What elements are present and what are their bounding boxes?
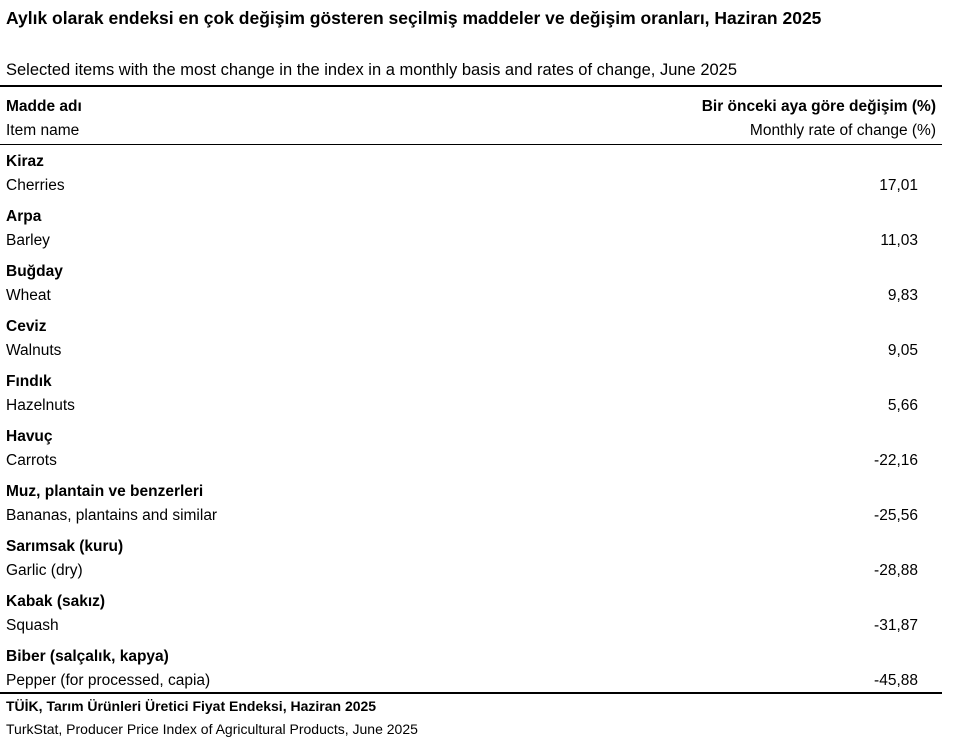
item-name-turkish: Ceviz — [6, 318, 47, 335]
change-value: 11,03 — [880, 232, 918, 249]
table-row — [0, 593, 942, 648]
table-row — [0, 373, 942, 428]
change-value: -22,16 — [874, 452, 918, 469]
change-value: -28,88 — [874, 562, 918, 579]
change-value: -45,88 — [874, 672, 918, 689]
title-turkish: Aylık olarak endeksi en çok değişim gösteren seçilmiş maddeler ve değişim oranları, Haziran 2025 — [6, 8, 822, 28]
change-value: 5,66 — [887, 397, 918, 414]
change-value: -25,56 — [874, 507, 918, 524]
bottom-rule — [0, 692, 942, 694]
item-name-turkish: Biber (salçalık, kapya) — [6, 648, 169, 665]
item-name-english: Walnuts — [6, 342, 62, 359]
header-item-name-turkish: Madde adı — [6, 98, 82, 115]
header-change-english: Monthly rate of change (%) — [749, 122, 936, 139]
change-value: 17,01 — [879, 177, 918, 194]
table-row — [0, 538, 942, 593]
title-english: Selected items with the most change in the index in a monthly basis and rates of change, June 2025 — [6, 61, 738, 79]
item-name-english: Pepper (for processed, capia) — [6, 672, 211, 689]
item-name-turkish: Kiraz — [6, 153, 44, 170]
change-value: 9,05 — [887, 342, 918, 359]
table-body — [0, 153, 942, 689]
item-name-english: Bananas, plantains and similar — [6, 507, 218, 524]
table-row — [0, 263, 942, 318]
top-rule — [0, 85, 942, 87]
header-change-turkish: Bir önceki aya göre değişim (%) — [701, 98, 936, 115]
item-name-turkish: Arpa — [6, 208, 42, 225]
item-name-english: Squash — [6, 617, 59, 634]
item-name-english: Hazelnuts — [6, 397, 75, 414]
item-name-turkish: Buğday — [6, 263, 63, 280]
item-name-turkish: Muz, plantain ve benzerleri — [6, 483, 204, 500]
change-value: -31,87 — [874, 617, 918, 634]
item-name-english: Wheat — [6, 287, 51, 304]
item-name-english: Barley — [6, 232, 50, 249]
item-name-english: Cherries — [6, 177, 65, 194]
header-rule — [0, 144, 942, 145]
source-turkish: TÜİK, Tarım Ürünleri Üretici Fiyat Endeksi, Haziran 2025 — [6, 698, 377, 714]
change-value: 9,83 — [887, 287, 918, 304]
table-row — [0, 318, 942, 373]
header-item-name-english: Item name — [6, 122, 80, 139]
table-row — [0, 208, 942, 263]
table-row — [0, 428, 942, 483]
table-row — [0, 483, 942, 538]
item-name-turkish: Kabak (sakız) — [6, 593, 106, 610]
item-name-turkish: Fındık — [6, 373, 52, 390]
table-row — [0, 648, 942, 689]
item-name-turkish: Havuç — [6, 428, 53, 445]
source-english: TurkStat, Producer Price Index of Agricultural Products, June 2025 — [6, 721, 418, 737]
item-name-english: Garlic (dry) — [6, 562, 83, 579]
item-name-turkish: Sarımsak (kuru) — [6, 538, 124, 555]
table-row — [0, 153, 942, 208]
item-name-english: Carrots — [6, 452, 57, 469]
